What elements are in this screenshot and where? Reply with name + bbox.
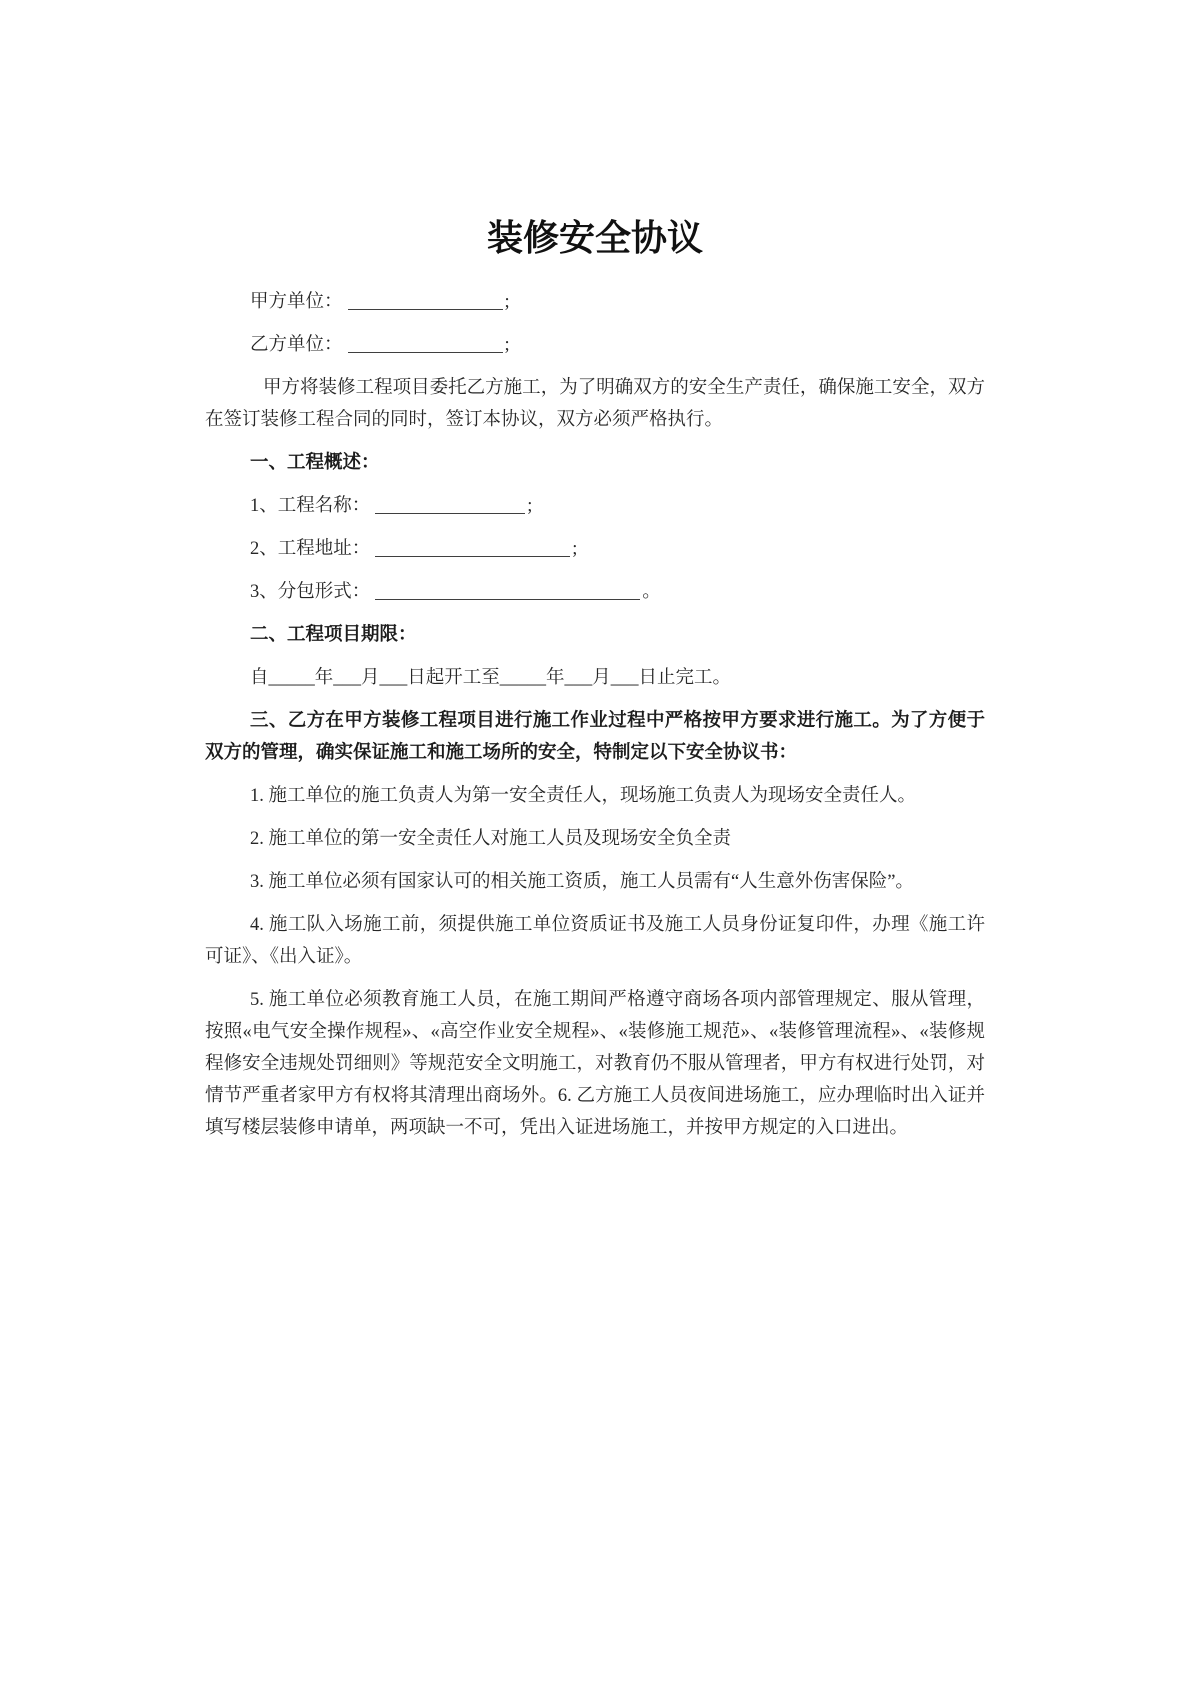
project-address-punct: ; <box>572 539 578 559</box>
section-two-heading: 二、工程项目期限： <box>250 625 417 645</box>
intro-paragraph: 甲方将装修工程项目委托乙方施工，为了明确双方的安全生产责任，确保施工安全，双方在签订装修工程合同的同时，签订本协议，双方必须严格执行。 <box>205 378 985 430</box>
project-address-row <box>205 533 985 565</box>
party-b-row <box>205 329 985 361</box>
project-name-blank <box>375 493 525 514</box>
project-address-label: 2、工程地址： <box>250 539 371 559</box>
party-b-label: 乙方单位： <box>250 335 343 355</box>
document-title: 装修安全协议 <box>486 218 703 258</box>
subcontract-form-row <box>205 576 985 608</box>
safety-item-3: 3. 施工单位必须有国家认可的相关施工资质，施工人员需有“人生意外伤害保险”。 <box>250 872 914 892</box>
party-b-punct: ; <box>504 335 510 355</box>
safety-item-2: 2. 施工单位的第一安全责任人对施工人员及现场安全负全责 <box>250 829 732 849</box>
party-a-row <box>205 286 985 318</box>
project-name-label: 1、工程名称： <box>250 496 371 516</box>
subcontract-form-blank <box>375 579 640 600</box>
section-one-heading: 一、工程概述： <box>250 453 380 473</box>
subcontract-form-punct: 。 <box>642 582 661 602</box>
party-b-blank <box>348 332 503 353</box>
safety-item-1: 1. 施工单位的施工负责人为第一安全责任人，现场施工负责人为现场安全责任人。 <box>250 786 917 806</box>
party-a-blank <box>348 289 503 310</box>
project-address-blank <box>375 536 570 557</box>
safety-item-4: 4. 施工队入场施工前，须提供施工单位资质证书及施工人员身份证复印件，办理《施工许可证》、《出入证》。 <box>205 915 985 967</box>
project-name-punct: ; <box>527 496 533 516</box>
party-a-punct: ; <box>504 292 510 312</box>
duration-line: 自_____年___月___日起开工至_____年___月___日止完工。 <box>250 668 732 688</box>
project-name-row <box>205 490 985 522</box>
subcontract-form-label: 3、分包形式： <box>250 582 371 602</box>
safety-item-5: 5. 施工单位必须教育施工人员，在施工期间严格遵守商场各项内部管理规定、服从管理，按照«电气安全操作规程»、«高空作业安全规程»、«装修施工规范»、«装修管理流程»、«装修规程修安全违规处罚细则》等规范安全文明施工，对教育仍不服从管理者，甲方有权进行处罚，对情节严重者家甲方有权将其清理出商场外。6. 乙方施工人员夜间进场施工，应办理临时出入证并填写楼层装修申请单，两项缺一不可，凭出入证进场施工，并按甲方规定的入口进出。 <box>205 990 985 1138</box>
section-three-heading: 三、乙方在甲方装修工程项目进行施工作业过程中严格按甲方要求进行施工。为了方便于双方的管理，确实保证施工和施工场所的安全，特制定以下安全协议书： <box>205 711 985 763</box>
party-a-label: 甲方单位： <box>250 292 343 312</box>
